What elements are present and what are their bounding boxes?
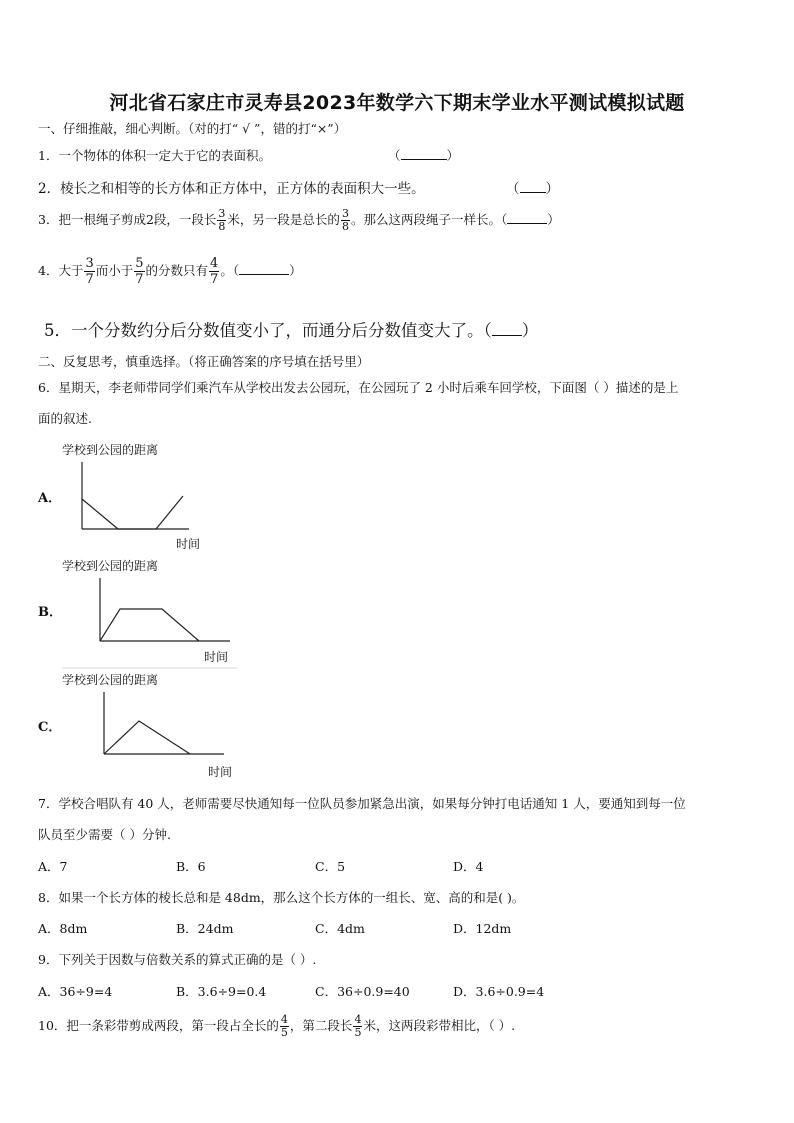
question-8-option-b[interactable]: B．24dm — [176, 921, 234, 936]
question-2-text: 2．棱长之和相等的长方体和正方体中，正方体的表面积大一些。 — [38, 181, 425, 197]
question-7-line-1: 7．学校合唱队有 40 人，老师需要尽快通知每一位队员参加紧急出演，如果每分钟打电话通知 1 人，要通知到每一位 — [38, 796, 686, 811]
question-3-text-1: 3．把一根绳子剪成2段，一段长 — [38, 212, 217, 227]
fraction-4-5: $\frac{4}{5}$ — [280, 1013, 288, 1039]
question-4-text-3: 的分数只有 — [145, 263, 209, 278]
question-9-text: 9．下列关于因数与倍数关系的算式正确的是（ ）. — [38, 952, 317, 967]
question-1-text: 1．一个物体的体积一定大于它的表面积。 — [38, 148, 271, 163]
question-9-option-c[interactable]: C．36÷0.9=40 — [315, 984, 410, 999]
question-4-text-2: 而小于 — [95, 263, 134, 278]
graph-c-xlabel: 时间 — [208, 765, 233, 779]
question-9-option-a[interactable]: A．36÷9=4 — [38, 984, 113, 999]
question-3-text-2: 米，另一段是总长的 — [227, 212, 340, 227]
fraction-3-8: $\frac{3}{8}$ — [341, 207, 349, 233]
question-3-text-3: 。那么这两段绳子一样长。（ — [350, 212, 508, 227]
fraction-4-7: $\frac{4}{7}$ — [210, 256, 219, 287]
paren-close: ） — [289, 263, 302, 278]
fraction-4-5: $\frac{4}{5}$ — [354, 1013, 362, 1039]
question-9-option-d[interactable]: D．3.6÷0.9=4 — [453, 984, 545, 999]
paren-open: （ — [506, 181, 520, 197]
question-9-option-b[interactable]: B．3.6÷9=0.4 — [176, 984, 267, 999]
graph-c-ylabel: 学校到公园的距离 — [62, 673, 159, 687]
paren-close: ） — [521, 321, 539, 340]
page-title: 河北省石家庄市灵寿县2023年数学六下期末学业水平测试模拟试题 — [109, 92, 685, 114]
graph-c-line — [104, 721, 190, 754]
fraction-3-8: $\frac{3}{8}$ — [218, 207, 226, 233]
section-2-heading: 二、反复思考，慎重选择。（将正确答案的序号填在括号里） — [38, 354, 370, 369]
graph-b-ylabel: 学校到公园的距离 — [62, 559, 159, 573]
question-7-option-a[interactable]: A．7 — [38, 859, 68, 874]
question-10-text-2: ，第二段长 — [289, 1018, 353, 1033]
graph-b-letter[interactable]: B． — [38, 605, 62, 620]
graph-c-letter[interactable]: C． — [38, 720, 62, 735]
question-5-text: 5．一个分数约分后分数值变小了，而通分后分数值变大了。（ — [44, 321, 492, 340]
question-8-option-a[interactable]: A．8dm — [38, 921, 88, 936]
graph-a-xlabel: 时间 — [176, 537, 201, 551]
section-1-heading: 一、仔细推敲，细心判断。（对的打“ √ ”，错的打“×”） — [38, 121, 347, 136]
question-8-text: 8．如果一个长方体的棱长总和是 48dm，那么这个长方体的一组长、宽、高的和是( )。 — [38, 890, 525, 905]
graph-b-xlabel: 时间 — [204, 650, 229, 664]
paren-close: ） — [547, 212, 560, 227]
question-6-line-2: 面的叙述. — [38, 411, 92, 426]
fraction-3-7: $\frac{3}{7}$ — [85, 256, 94, 287]
question-10 — [38, 1014, 515, 1039]
question-4-text-4: 。（ — [220, 263, 240, 278]
question-7-option-b[interactable]: B．6 — [176, 859, 206, 874]
question-8-option-d[interactable]: D．12dm — [453, 921, 512, 936]
paren-open: （ — [388, 148, 401, 163]
question-7-line-2: 队员至少需要（ ）分钟. — [38, 827, 171, 842]
graph-a-letter[interactable]: A． — [38, 491, 62, 506]
question-8-option-c[interactable]: C．4dm — [315, 921, 365, 936]
graph-a-ylabel: 学校到公园的距离 — [62, 443, 159, 457]
paren-close: ） — [545, 181, 559, 197]
paren-close: ） — [446, 148, 460, 163]
question-10-text-3: 米，这两段彩带相比，（ ）. — [363, 1018, 516, 1033]
question-7-option-c[interactable]: C．5 — [315, 859, 346, 874]
question-7-option-d[interactable]: D．4 — [453, 859, 484, 874]
fraction-5-7: $\frac{5}{7}$ — [135, 256, 144, 287]
question-10-text-1: 10．把一条彩带剪成两段，第一段占全长的 — [38, 1018, 279, 1033]
question-6-line-1: 6．星期天，李老师带同学们乘汽车从学校出发去公园玩，在公园玩了 2 小时后乘车回学校，下面图（ ）描述的是上 — [38, 380, 679, 395]
question-4-text-1: 4．大于 — [38, 263, 84, 278]
